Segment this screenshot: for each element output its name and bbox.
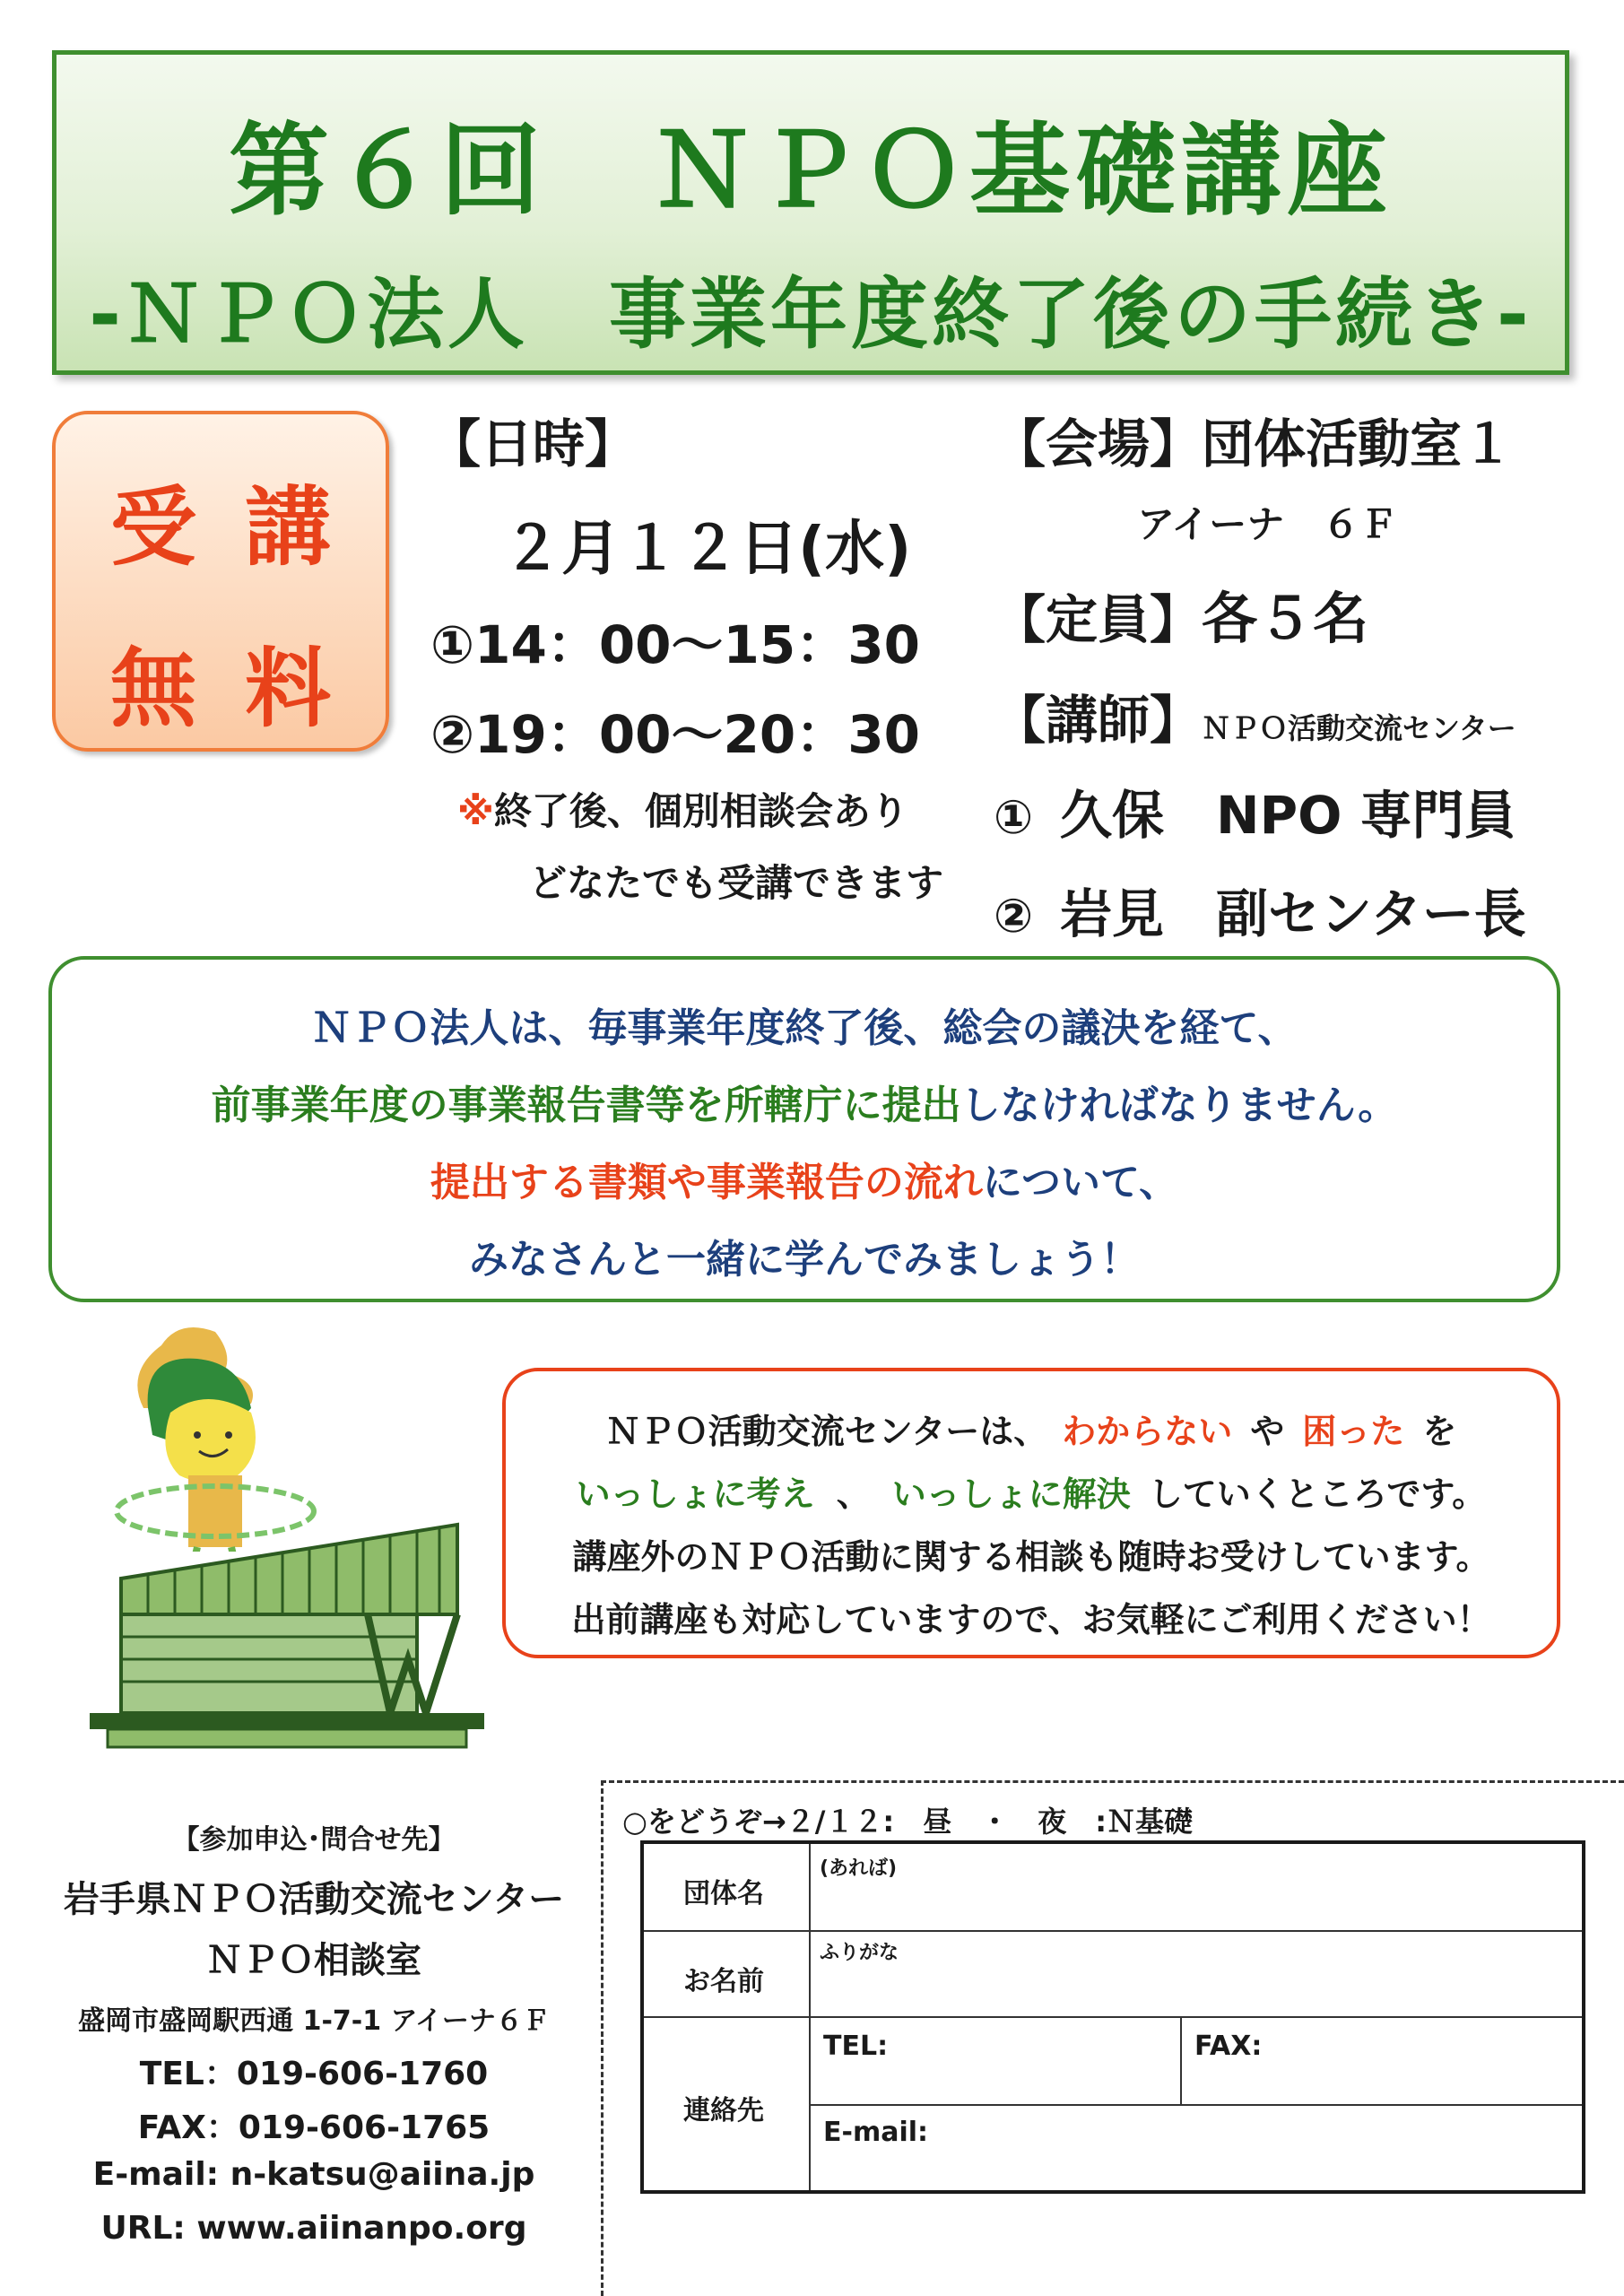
center-line-1-d: 困った bbox=[1302, 1412, 1405, 1451]
center-message-box bbox=[502, 1368, 1560, 1658]
note-consultation-text: 終了後、個別相談会あり bbox=[493, 789, 908, 833]
contact-address: 盛岡市盛岡駅西通 1-7-1 アイーナ６Ｆ bbox=[78, 2005, 550, 2037]
group-name-label: 団体名 bbox=[683, 1878, 764, 1909]
lecturer-2-name: 岩見 副センター長 bbox=[1060, 883, 1526, 944]
group-name-field[interactable] bbox=[811, 1876, 1580, 1928]
contact-info-label: 連絡先 bbox=[683, 2095, 764, 2126]
mascot-face bbox=[165, 1399, 256, 1483]
intro-line-2-navy: しなければなりません。 bbox=[960, 1083, 1398, 1128]
building-base bbox=[90, 1713, 484, 1729]
capacity-info bbox=[994, 574, 1368, 654]
center-line-1-c: や bbox=[1250, 1412, 1285, 1451]
session-2-time: ②19：00～20：30 bbox=[430, 704, 920, 765]
center-line-2 bbox=[506, 1466, 1557, 1516]
lecturer-2 bbox=[994, 872, 1526, 947]
venue-info bbox=[994, 402, 1514, 477]
title-banner bbox=[52, 50, 1569, 375]
intro-line-2-green: 前事業年度の事業報告書等を所轄庁に提出 bbox=[211, 1083, 961, 1128]
group-name-note: (あれば) bbox=[820, 1857, 898, 1880]
center-line-2-d: していくところです。 bbox=[1148, 1474, 1487, 1514]
intro-line-3-navy: について、 bbox=[982, 1160, 1179, 1205]
lecturer-1-name: 久保 NPO 専門員 bbox=[1060, 785, 1516, 846]
name-label: お名前 bbox=[683, 1966, 764, 1997]
free-badge bbox=[52, 411, 389, 752]
center-line-2-a: いっしょに考え bbox=[576, 1474, 815, 1514]
lecturer-1-num: ① bbox=[994, 791, 1034, 845]
email-field-label: E-mail: bbox=[823, 2117, 929, 2148]
lecturer-info bbox=[994, 678, 1516, 753]
contact-fax: FAX：019-606-1765 bbox=[137, 2109, 491, 2146]
note-consultation bbox=[457, 782, 908, 836]
capacity-value: 各５名 bbox=[1202, 586, 1369, 651]
center-line-3: 講座外のＮＰＯ活動に関する相談も随時お受けしています。 bbox=[572, 1537, 1490, 1577]
name-field[interactable] bbox=[811, 1962, 1580, 2014]
mascot-building-illustration bbox=[72, 1318, 493, 1749]
fax-field-label: FAX: bbox=[1194, 2031, 1263, 2062]
event-title: 第６回 ＮＰＯ基礎講座 bbox=[229, 113, 1393, 230]
lecturer-1 bbox=[994, 773, 1516, 848]
contact-org: 岩手県ＮＰＯ活動交流センター bbox=[63, 1879, 565, 1920]
venue-name: 団体活動室１ bbox=[1202, 413, 1515, 474]
tel-field[interactable] bbox=[811, 2018, 1178, 2102]
badge-line-2: 無料 bbox=[110, 639, 379, 739]
center-line-1-e: を bbox=[1422, 1412, 1457, 1451]
center-line-2-c: いっしょに解決 bbox=[891, 1474, 1131, 1514]
intro-line-3 bbox=[52, 1150, 1557, 1207]
event-date: ２月１２日(水) bbox=[502, 514, 912, 583]
intro-line-3-red: 提出する書類や事業報告の流れ bbox=[430, 1160, 983, 1205]
center-line-4: 出前講座も対応していますので、お気軽にご利用ください！ bbox=[571, 1600, 1491, 1639]
intro-message-box bbox=[48, 956, 1560, 1302]
lecturer-org: ＮＰＯ活動交流センター bbox=[1202, 711, 1516, 745]
center-line-2-b: 、 bbox=[836, 1474, 871, 1514]
contact-url[interactable]: URL: www.aiinanpo.org bbox=[100, 2210, 527, 2247]
contact-tel: TEL：019-606-1760 bbox=[139, 2056, 489, 2092]
email-field[interactable] bbox=[811, 2106, 1580, 2190]
center-line-1-b: わからない bbox=[1062, 1412, 1233, 1451]
intro-line-2 bbox=[52, 1073, 1557, 1130]
venue-building: アイーナ ６Ｆ bbox=[1137, 502, 1398, 546]
building-roof bbox=[121, 1525, 457, 1614]
intro-line-1: ＮＰＯ法人は、毎事業年度終了後、総会の議決を経て、 bbox=[311, 1005, 1298, 1051]
venue-label: 【会場】 bbox=[994, 413, 1203, 474]
fax-field[interactable] bbox=[1182, 2018, 1580, 2102]
lecturer-2-num: ② bbox=[994, 890, 1034, 944]
badge-line-1: 受講 bbox=[110, 477, 379, 578]
note-mark: ※ bbox=[457, 789, 494, 833]
contact-heading: 【参加申込･問合せ先】 bbox=[172, 1824, 456, 1856]
event-subtitle: -ＮＰＯ法人 事業年度終了後の手続き- bbox=[89, 270, 1533, 360]
intro-line-4: みなさんと一緒に学んでみましょう！ bbox=[469, 1237, 1140, 1283]
center-line-1 bbox=[506, 1404, 1557, 1453]
center-line-1-a: ＮＰＯ活動交流センターは、 bbox=[605, 1412, 1048, 1451]
form-session-selector[interactable]: ○をどうぞ→２/１２: 昼 ・ 夜 :Ｎ基礎 bbox=[622, 1805, 1194, 1839]
capacity-label: 【定員】 bbox=[994, 589, 1203, 650]
furigana-note: ふりがな bbox=[820, 1942, 899, 1964]
datetime-label: 【日時】 bbox=[429, 413, 638, 474]
lecturer-label: 【講師】 bbox=[994, 690, 1203, 751]
contact-email[interactable]: E-mail: n-katsu@aiina.jp bbox=[92, 2156, 535, 2193]
registration-form bbox=[640, 1840, 1585, 2194]
tel-field-label: TEL: bbox=[823, 2031, 889, 2062]
note-anyone: どなたでも受講できます bbox=[529, 861, 944, 905]
session-1-time: ①14：00～15：30 bbox=[430, 614, 920, 675]
contact-room: ＮＰＯ相談室 bbox=[206, 1940, 421, 1981]
